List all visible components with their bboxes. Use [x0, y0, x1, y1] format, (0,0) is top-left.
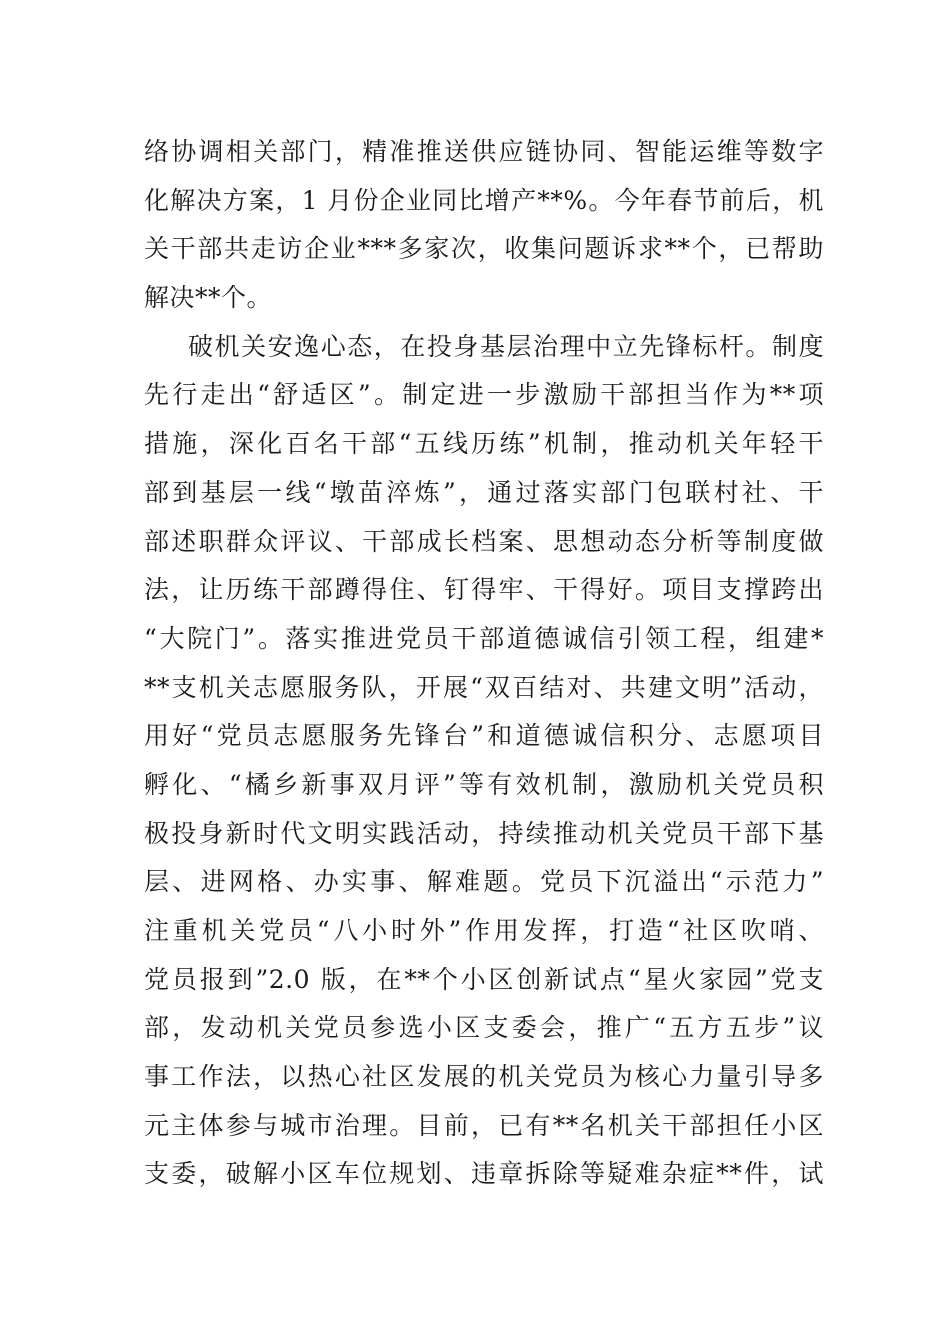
text-line: 层、进网格、办实事、解难题。党员下沉溢出“示范力” [144, 867, 824, 897]
text-line: 部，发动机关党员参选小区支委会，推广“五方五步”议 [144, 1013, 824, 1043]
text-line: 先行走出“舒适区”。制定进一步激励干部担当作为**项 [144, 380, 824, 410]
text-line: 部述职群众评议、干部成长档案、思想动态分析等制度做 [144, 526, 824, 556]
text-line: 化解决方案，1 月份企业同比增产**%。今年春节前后，机 [144, 185, 824, 215]
text-line: 部到基层一线“墩苗淬炼”，通过落实部门包联村社、干 [144, 477, 824, 507]
paragraph-first-line: 破机关安逸心态，在投身基层治理中立先锋标杆。制度 [188, 331, 824, 361]
text-line: 用好“党员志愿服务先锋台”和道德诚信积分、志愿项目 [144, 721, 824, 751]
body-text [144, 128, 824, 1199]
text-line: **支机关志愿服务队，开展“双百结对、共建文明”活动， [144, 672, 824, 702]
text-line: 解决**个。 [144, 283, 273, 313]
text-line: 支委，破解小区车位规划、违章拆除等疑难杂症**件，试 [144, 1159, 824, 1189]
text-line: 事工作法，以热心社区发展的机关党员为核心力量引导多 [144, 1062, 824, 1092]
text-line: 措施，深化百名干部“五线历练”机制，推动机关年轻干 [144, 429, 824, 459]
text-line: 注重机关党员“八小时外”作用发挥，打造“社区吹哨、 [144, 916, 824, 945]
text-line: 孵化、“橘乡新事双月评”等有效机制，激励机关党员积 [144, 769, 824, 799]
text-line: 络协调相关部门，精准推送供应链协同、智能运维等数字 [144, 137, 824, 166]
text-line: “大院门”。落实推进党员干部道德诚信引领工程，组建* [144, 623, 824, 653]
text-line: 元主体参与城市治理。目前，已有**名机关干部担任小区 [144, 1110, 824, 1140]
text-line: 关干部共走访企业***多家次，收集问题诉求**个，已帮助 [144, 234, 824, 264]
text-line: 极投身新时代文明实践活动，持续推动机关党员干部下基 [144, 818, 824, 848]
text-line: 党员报到”2.0 版，在**个小区创新试点“星火家园”党支 [144, 964, 824, 994]
text-line: 法，让历练干部蹲得住、钉得牢、干得好。项目支撑跨出 [144, 575, 824, 605]
